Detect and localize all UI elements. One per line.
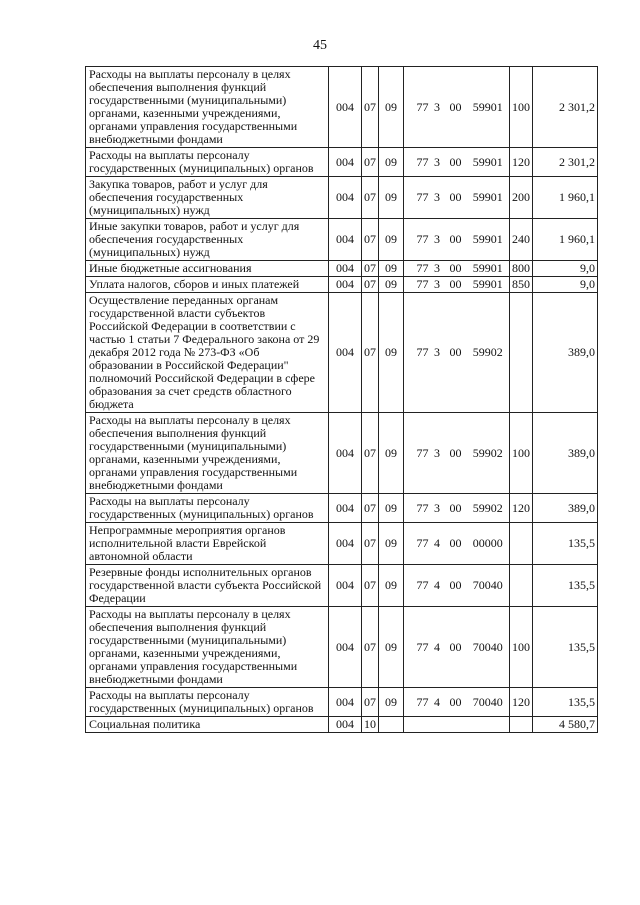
target-program-cell: 77 — [404, 494, 430, 523]
target-direction-cell: 00 — [445, 607, 467, 688]
target-subprogram-cell: 4 — [430, 607, 445, 688]
target-direction-cell: 00 — [445, 293, 467, 413]
amount-cell: 135,5 — [533, 688, 598, 717]
target-subprogram-cell: 3 — [430, 219, 445, 261]
amount-cell: 1 960,1 — [533, 219, 598, 261]
target-subprogram-cell: 3 — [430, 293, 445, 413]
expense-type-cell: 200 — [510, 177, 533, 219]
section-code-cell: 07 — [362, 607, 379, 688]
target-expense-cell: 70040 — [467, 607, 510, 688]
ministry-code-cell: 004 — [329, 261, 362, 277]
subsection-code-cell: 09 — [379, 523, 404, 565]
ministry-code-cell: 004 — [329, 494, 362, 523]
target-direction-cell: 00 — [445, 688, 467, 717]
target-subprogram-cell: 4 — [430, 523, 445, 565]
subsection-code-cell: 09 — [379, 148, 404, 177]
row-name-cell: Расходы на выплаты персоналу государственных (муниципальных) органов — [86, 148, 329, 177]
target-expense-cell: 00000 — [467, 523, 510, 565]
subsection-code-cell: 09 — [379, 494, 404, 523]
subsection-code-cell: 09 — [379, 219, 404, 261]
table-row — [86, 67, 598, 148]
target-subprogram-cell: 4 — [430, 565, 445, 607]
expense-type-cell — [510, 293, 533, 413]
ministry-code-cell: 004 — [329, 67, 362, 148]
expense-type-cell: 120 — [510, 148, 533, 177]
row-name-cell: Уплата налогов, сборов и иных платежей — [86, 277, 329, 293]
table-body — [86, 67, 598, 733]
target-subprogram-cell: 3 — [430, 177, 445, 219]
table-row — [86, 717, 598, 733]
ministry-code-cell: 004 — [329, 413, 362, 494]
subsection-code-cell — [379, 717, 404, 733]
target-expense-cell: 59901 — [467, 219, 510, 261]
table-row — [86, 177, 598, 219]
target-subprogram-cell: 4 — [430, 688, 445, 717]
table-row — [86, 607, 598, 688]
expense-type-cell: 800 — [510, 261, 533, 277]
target-direction-cell: 00 — [445, 494, 467, 523]
target-direction-cell: 00 — [445, 177, 467, 219]
target-direction-cell: 00 — [445, 148, 467, 177]
expense-type-cell — [510, 565, 533, 607]
target-program-cell: 77 — [404, 293, 430, 413]
table-row — [86, 261, 598, 277]
target-program-cell: 77 — [404, 688, 430, 717]
section-code-cell: 07 — [362, 293, 379, 413]
table-row — [86, 413, 598, 494]
target-program-cell: 77 — [404, 177, 430, 219]
expense-type-cell: 100 — [510, 607, 533, 688]
row-name-cell: Иные бюджетные ассигнования — [86, 261, 329, 277]
target-program-cell: 77 — [404, 413, 430, 494]
amount-cell: 389,0 — [533, 413, 598, 494]
target-direction-cell: 00 — [445, 565, 467, 607]
row-name-cell: Расходы на выплаты персоналу государственных (муниципальных) органов — [86, 494, 329, 523]
row-name-cell: Закупка товаров, работ и услуг для обеспечения государственных (муниципальных) нужд — [86, 177, 329, 219]
target-expense-cell: 59901 — [467, 177, 510, 219]
target-direction-cell: 00 — [445, 219, 467, 261]
row-name-cell: Непрограммные мероприятия органов исполнительной власти Еврейской автономной области — [86, 523, 329, 565]
target-direction-cell: 00 — [445, 277, 467, 293]
section-code-cell: 07 — [362, 219, 379, 261]
target-expense-cell: 59902 — [467, 413, 510, 494]
ministry-code-cell: 004 — [329, 277, 362, 293]
row-name-cell: Социальная политика — [86, 717, 329, 733]
amount-cell: 4 580,7 — [533, 717, 598, 733]
row-name-cell: Расходы на выплаты персоналу государственных (муниципальных) органов — [86, 688, 329, 717]
subsection-code-cell: 09 — [379, 293, 404, 413]
target-direction-cell — [445, 717, 467, 733]
section-code-cell: 07 — [362, 523, 379, 565]
amount-cell: 9,0 — [533, 261, 598, 277]
section-code-cell: 07 — [362, 565, 379, 607]
section-code-cell: 07 — [362, 688, 379, 717]
target-program-cell: 77 — [404, 277, 430, 293]
subsection-code-cell: 09 — [379, 413, 404, 494]
amount-cell: 135,5 — [533, 523, 598, 565]
section-code-cell: 07 — [362, 67, 379, 148]
target-expense-cell: 59902 — [467, 494, 510, 523]
amount-cell: 2 301,2 — [533, 67, 598, 148]
row-name-cell: Расходы на выплаты персоналу в целях обеспечения выполнения функций государственными (муниципальными) органами, казенными учреждениями, органами управления государственными внебюджетными фондами — [86, 413, 329, 494]
row-name-cell: Иные закупки товаров, работ и услуг для обеспечения государственных (муниципальных) нужд — [86, 219, 329, 261]
subsection-code-cell: 09 — [379, 277, 404, 293]
section-code-cell: 07 — [362, 494, 379, 523]
target-expense-cell — [467, 717, 510, 733]
expense-type-cell — [510, 717, 533, 733]
amount-cell: 1 960,1 — [533, 177, 598, 219]
table-row — [86, 688, 598, 717]
target-direction-cell: 00 — [445, 523, 467, 565]
target-subprogram-cell: 3 — [430, 148, 445, 177]
target-program-cell: 77 — [404, 607, 430, 688]
row-name-cell: Расходы на выплаты персоналу в целях обеспечения выполнения функций государственными (муниципальными) органами, казенными учреждениями, органами управления государственными внебюджетными фондами — [86, 607, 329, 688]
target-program-cell: 77 — [404, 261, 430, 277]
expense-type-cell: 240 — [510, 219, 533, 261]
amount-cell: 2 301,2 — [533, 148, 598, 177]
amount-cell: 9,0 — [533, 277, 598, 293]
ministry-code-cell: 004 — [329, 177, 362, 219]
target-expense-cell: 59901 — [467, 148, 510, 177]
section-code-cell: 07 — [362, 277, 379, 293]
expense-type-cell — [510, 523, 533, 565]
table-row — [86, 148, 598, 177]
amount-cell: 135,5 — [533, 565, 598, 607]
ministry-code-cell: 004 — [329, 565, 362, 607]
target-subprogram-cell: 3 — [430, 67, 445, 148]
target-expense-cell: 70040 — [467, 565, 510, 607]
target-program-cell: 77 — [404, 523, 430, 565]
table-row — [86, 565, 598, 607]
section-code-cell: 10 — [362, 717, 379, 733]
ministry-code-cell: 004 — [329, 219, 362, 261]
expense-type-cell: 850 — [510, 277, 533, 293]
target-program-cell: 77 — [404, 148, 430, 177]
target-subprogram-cell: 3 — [430, 494, 445, 523]
subsection-code-cell: 09 — [379, 67, 404, 148]
target-program-cell: 77 — [404, 67, 430, 148]
expense-type-cell: 120 — [510, 494, 533, 523]
table-row — [86, 494, 598, 523]
ministry-code-cell: 004 — [329, 523, 362, 565]
ministry-code-cell: 004 — [329, 293, 362, 413]
amount-cell: 135,5 — [533, 607, 598, 688]
target-direction-cell: 00 — [445, 67, 467, 148]
amount-cell: 389,0 — [533, 494, 598, 523]
target-subprogram-cell: 3 — [430, 277, 445, 293]
target-expense-cell: 59902 — [467, 293, 510, 413]
row-name-cell: Резервные фонды исполнительных органов государственной власти субъекта Российской Федерации — [86, 565, 329, 607]
target-program-cell: 77 — [404, 219, 430, 261]
subsection-code-cell: 09 — [379, 177, 404, 219]
ministry-code-cell: 004 — [329, 607, 362, 688]
target-program-cell — [404, 717, 430, 733]
target-expense-cell: 59901 — [467, 261, 510, 277]
subsection-code-cell: 09 — [379, 261, 404, 277]
target-subprogram-cell — [430, 717, 445, 733]
target-expense-cell: 59901 — [467, 67, 510, 148]
target-subprogram-cell: 3 — [430, 261, 445, 277]
page-number: 45 — [313, 38, 327, 53]
ministry-code-cell: 004 — [329, 717, 362, 733]
section-code-cell: 07 — [362, 261, 379, 277]
amount-cell: 389,0 — [533, 293, 598, 413]
row-name-cell: Расходы на выплаты персоналу в целях обеспечения выполнения функций государственными (муниципальными) органами, казенными учреждениями, органами управления государственными внебюджетными фондами — [86, 67, 329, 148]
subsection-code-cell: 09 — [379, 565, 404, 607]
target-direction-cell: 00 — [445, 261, 467, 277]
expense-type-cell: 100 — [510, 67, 533, 148]
target-expense-cell: 70040 — [467, 688, 510, 717]
table-row — [86, 523, 598, 565]
section-code-cell: 07 — [362, 148, 379, 177]
budget-table — [85, 66, 598, 733]
table-row — [86, 277, 598, 293]
ministry-code-cell: 004 — [329, 688, 362, 717]
subsection-code-cell: 09 — [379, 688, 404, 717]
target-program-cell: 77 — [404, 565, 430, 607]
table-row — [86, 219, 598, 261]
expense-type-cell: 100 — [510, 413, 533, 494]
ministry-code-cell: 004 — [329, 148, 362, 177]
section-code-cell: 07 — [362, 177, 379, 219]
expense-type-cell: 120 — [510, 688, 533, 717]
target-direction-cell: 00 — [445, 413, 467, 494]
row-name-cell: Осуществление переданных органам государственной власти субъектов Российской Федерации в соответствии с частью 1 статьи 7 Федерального закона от 29 декабря 2012 года № 273-ФЗ «Об образовании в Российской Федерации" полномочий Российской Федерации в сфере образования за счет средств областного бюджета — [86, 293, 329, 413]
target-expense-cell: 59901 — [467, 277, 510, 293]
table-row — [86, 293, 598, 413]
subsection-code-cell: 09 — [379, 607, 404, 688]
section-code-cell: 07 — [362, 413, 379, 494]
target-subprogram-cell: 3 — [430, 413, 445, 494]
